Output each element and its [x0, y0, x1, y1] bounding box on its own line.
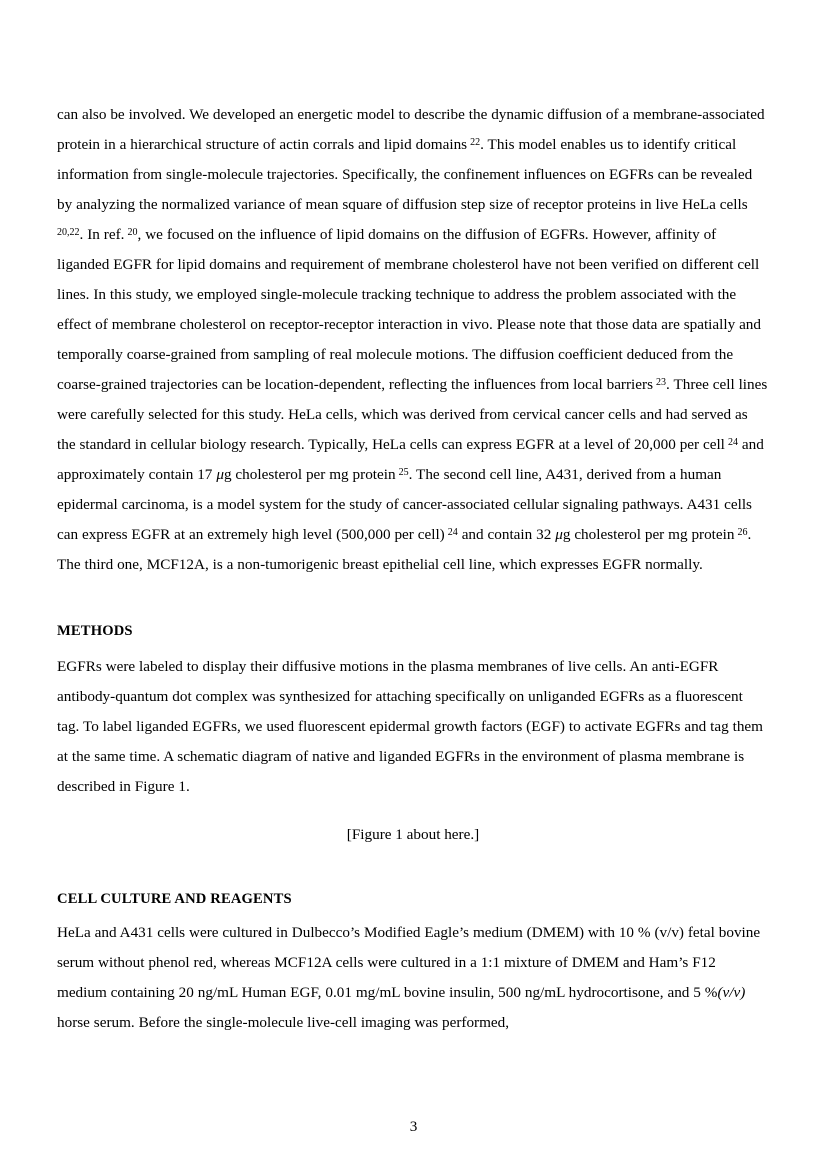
- figure-placeholder-note: [Figure 1 about here.]: [346, 826, 480, 843]
- reference-superscript: 26: [737, 526, 748, 538]
- page-content: [57, 100, 769, 1038]
- paragraph-methods: EGFRs were labeled to display their diffusive motions in the plasma membranes of live cells. An anti-EGFR antibody-quantum dot complex was synthesized for attaching specifically on unliganded EGFRs as a fluorescent tag. To label liganded EGFRs, we used fluorescent epidermal growth factors (EGF) to activate EGFRs and tag them at the same time. A schematic diagram of native and liganded EGFRs in the environment of plasma membrane is described in Figure 1.: [57, 658, 763, 795]
- page-number: 3: [409, 1118, 418, 1135]
- paragraph-cell-culture: HeLa and A431 cells were cultured in Dulbecco’s Modified Eagle’s medium (DMEM) with 10 % (v/v) fetal bovine serum without phenol red, whereas MCF12A cells were cultured in a 1:1 mixture of DMEM and Ham’s F12 medium containing 20 ng/mL Human EGF, 0.01 mg/mL bovine insulin, 500 ng/mL hydrocortisone, and 5 %(v/v) horse serum. Before the single-molecule live-cell imaging was performed,: [57, 924, 761, 1031]
- italic-text: (v/v): [717, 984, 746, 1001]
- spacer-before-figure-note: [57, 802, 769, 820]
- reference-superscript: 23: [656, 376, 667, 388]
- spacer-after-figure-note: [57, 850, 769, 884]
- paragraph-introduction-continued: can also be involved. We developed an energetic model to describe the dynamic diffusion of a membrane-associated protein in a hierarchical structure of actin corrals and lipid domains $^{22}$. This model enables us to identify critical information from single-molecule trajectories. Specifically, the confinement influences on EGFRs can be revealed by analyzing the normalized variance of mean square of diffusion step size of receptor proteins in live HeLa cells $^{20,22}$. In ref. $^{20}$, we focused on the influence of lipid domains on the diffusion of EGFRs. However, affinity of liganded EGFR for lipid domains and requirement of membrane cholesterol have not been verified on different cell lines. In this study, we employed single-molecule tracking technique to address the problem associated with the effect of membrane cholesterol on receptor-receptor interaction in vivo. Please note that those data are spatially and temporally coarse-grained from sampling of real molecule motions. The diffusion coefficient deduced from the coarse-grained trajectories can be location-dependent, reflecting the influences from local barriers $^{23}$. Three cell lines were carefully selected for this study. HeLa cells, which was derived from cervical cancer cells and had served as the standard in cellular biology research. Typically, HeLa cells can express EGFR at a level of 20,000 per cell $^{24}$ and approximately contain 17 μg cholesterol per mg protein $^{25}$. The second cell line, A431, derived from a human epidermal carcinoma, is a model system for the study of cancer-associated cellular signaling pathways. A431 cells can express EGFR at an extremely high level (500,000 per cell) $^{24}$ and contain 32 μg cholesterol per mg protein $^{26}$. The third one, MCF12A, is a non-tumorigenic breast epithelial cell line, which expresses EGFR normally.: [57, 106, 768, 573]
- reference-superscript: 22: [470, 136, 481, 148]
- reference-superscript: 25: [398, 466, 409, 478]
- section-heading-cell-culture-and-reagents: CELL CULTURE AND REAGENTS: [57, 891, 292, 907]
- reference-superscript: 24: [447, 526, 458, 538]
- reference-superscript: 20,22: [57, 226, 80, 238]
- mu-symbol: μ: [216, 466, 224, 483]
- section-heading-methods: METHODS: [57, 623, 133, 639]
- mu-symbol: μ: [555, 526, 563, 543]
- spacer-before-methods-heading: [57, 580, 769, 616]
- reference-superscript: 24: [727, 436, 738, 448]
- reference-superscript: 20: [127, 226, 138, 238]
